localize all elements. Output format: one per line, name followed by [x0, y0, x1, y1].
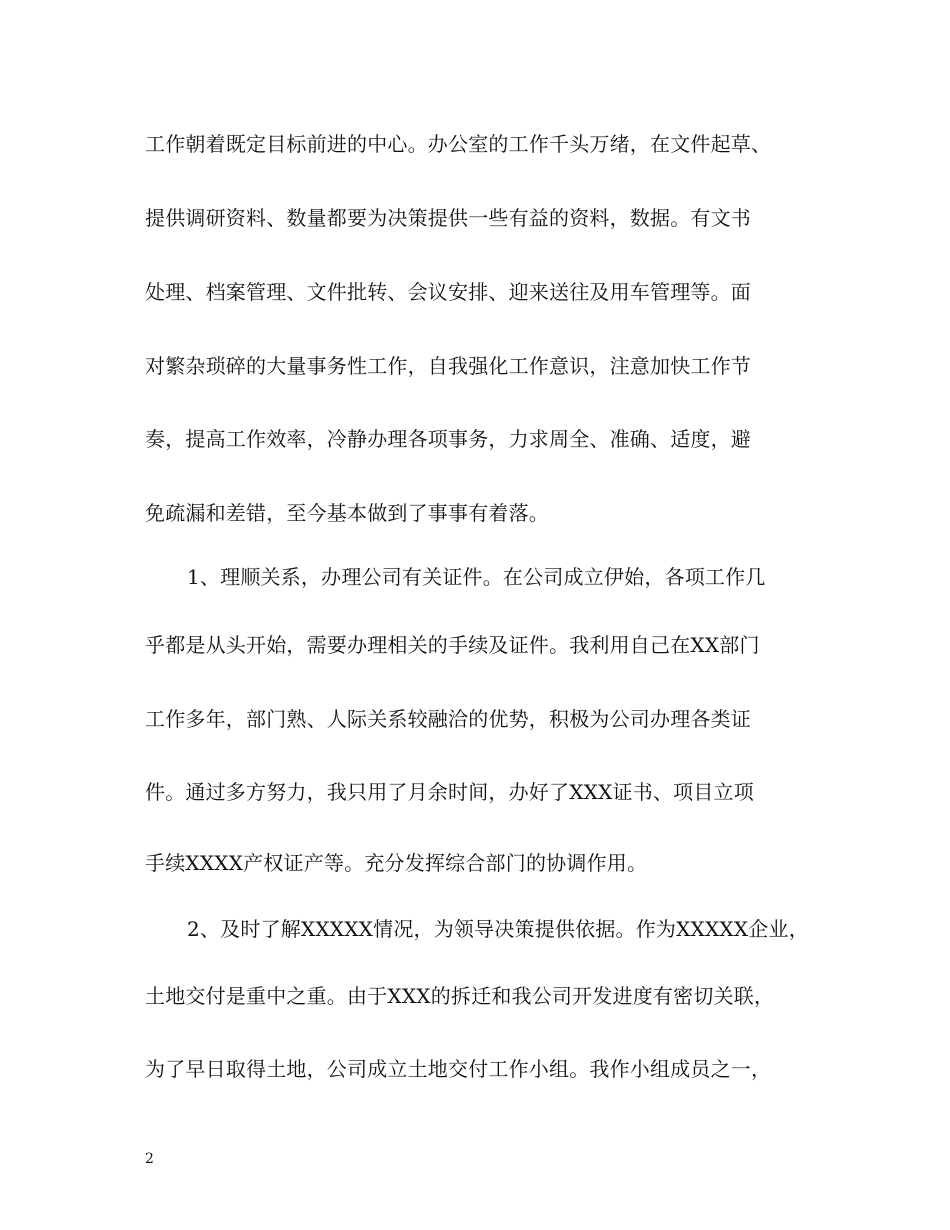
text-line-4: 对繁杂琐碎的大量事务性工作，自我强化工作意识，注意加快工作节	[145, 354, 751, 378]
text-line-13: 土地交付是重中之重。由于XXX的拆迁和我公司开发进度有密切关联，	[145, 984, 775, 1008]
text-line-11: 手续XXXX产权证产等。充分发挥综合部门的协调作用。	[145, 851, 648, 875]
text-line-3: 处理、档案管理、文件批转、会议安排、迎来送往及用车管理等。面	[145, 280, 751, 304]
text-line-5: 奏，提高工作效率，冷静办理各项事务，力求周全、准确、适度，避	[145, 427, 751, 451]
text-line-9: 工作多年，部门熟、人际关系较融洽的优势，积极为公司办理各类证	[145, 707, 751, 731]
text-line-2: 提供调研资料、数量都要为决策提供一些有益的资料，数据。有文书	[145, 206, 751, 230]
text-line-14: 为了早日取得土地，公司成立土地交付工作小组。我作小组成员之一，	[145, 1057, 772, 1081]
page-number: 2	[145, 1151, 154, 1167]
text-line-6: 免疏漏和差错，至今基本做到了事事有着落。	[145, 501, 549, 525]
paragraph-1-first-line: 1、理顺关系，办理公司有关证件。在公司成立伊始，各项工作几	[187, 565, 766, 589]
text-line-1: 工作朝着既定目标前进的中心。办公室的工作千头万绪，在文件起草、	[145, 132, 772, 156]
text-line-8: 乎都是从头开始，需要办理相关的手续及证件。我利用自己在XX部门	[145, 633, 760, 657]
text-line-10: 件。通过多方努力，我只用了月余时间，办好了XXX证书、项目立项	[145, 780, 754, 804]
paragraph-2-first-line: 2、及时了解XXXXX情况，为领导决策提供依据。作为XXXXX企业，	[187, 917, 809, 941]
